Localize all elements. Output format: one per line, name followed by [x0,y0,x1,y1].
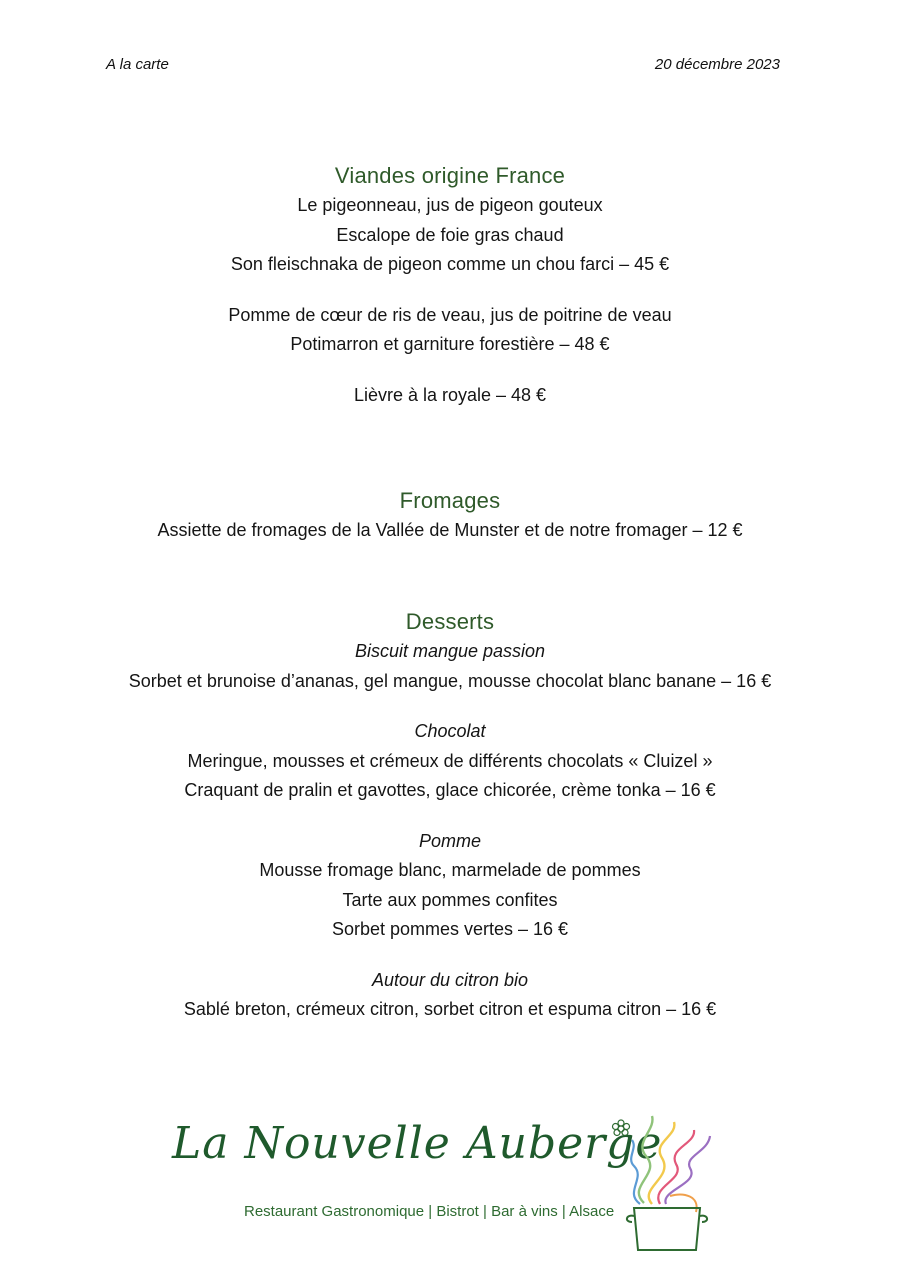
steaming-pot-logo-icon [604,1108,722,1258]
menu-line: Pomme de cœur de ris de veau, jus de poitrine de veau [228,304,672,325]
menu-line: Mousse fromage blanc, marmelade de pommes [259,860,641,880]
menu-line: Meringue, mousses et crémeux de différents chocolats « Cluizel » [187,750,713,771]
menu-line: Sablé breton, crémeux citron, sorbet citron et espuma citron – 16 € [183,999,717,1019]
menu-line: Sorbet et brunoise d’ananas, gel mangue, mousse chocolat blanc banane – 16 € [128,670,772,691]
header-date: 20 décembre 2023 [654,56,780,73]
menu-line: Escalope de foie gras chaud [336,224,564,245]
menu-line: Lièvre à la royale – 48 € [353,384,547,405]
menu-line: Potimarron et garniture forestière – 48 € [290,334,610,354]
menu-line: Sorbet pommes vertes – 16 € [331,919,569,939]
brand-tagline: Restaurant Gastronomique | Bistrot | Bar à vins | Alsace [244,1203,615,1220]
section-title: Desserts [405,609,495,634]
section-desserts [0,607,900,1025]
menu-line: Assiette de fromages de la Vallée de Munster et de notre fromager – 12 € [157,520,743,540]
section-viandes [0,161,900,410]
dessert-name: Pomme [418,830,481,851]
menu-line: Tarte aux pommes confites [342,889,558,910]
menu-line: Craquant de pralin et gavottes, glace chicorée, crème tonka – 16 € [184,780,716,800]
menu-line: Son fleischnaka de pigeon comme un chou farci – 45 € [230,254,670,274]
section-title: Fromages [399,488,501,513]
dessert-name: Autour du citron bio [371,969,529,990]
menu-line: Le pigeonneau, jus de pigeon gouteux [297,195,603,215]
header-left: A la carte [106,56,169,73]
section-title: Viandes origine France [334,163,566,188]
section-fromages [0,486,900,546]
brand-logotype: La Nouvelle Auberge [172,1118,663,1169]
dessert-name: Biscuit mangue passion [354,641,546,661]
flower-icon [613,1120,630,1136]
dessert-name: Chocolat [414,721,486,741]
